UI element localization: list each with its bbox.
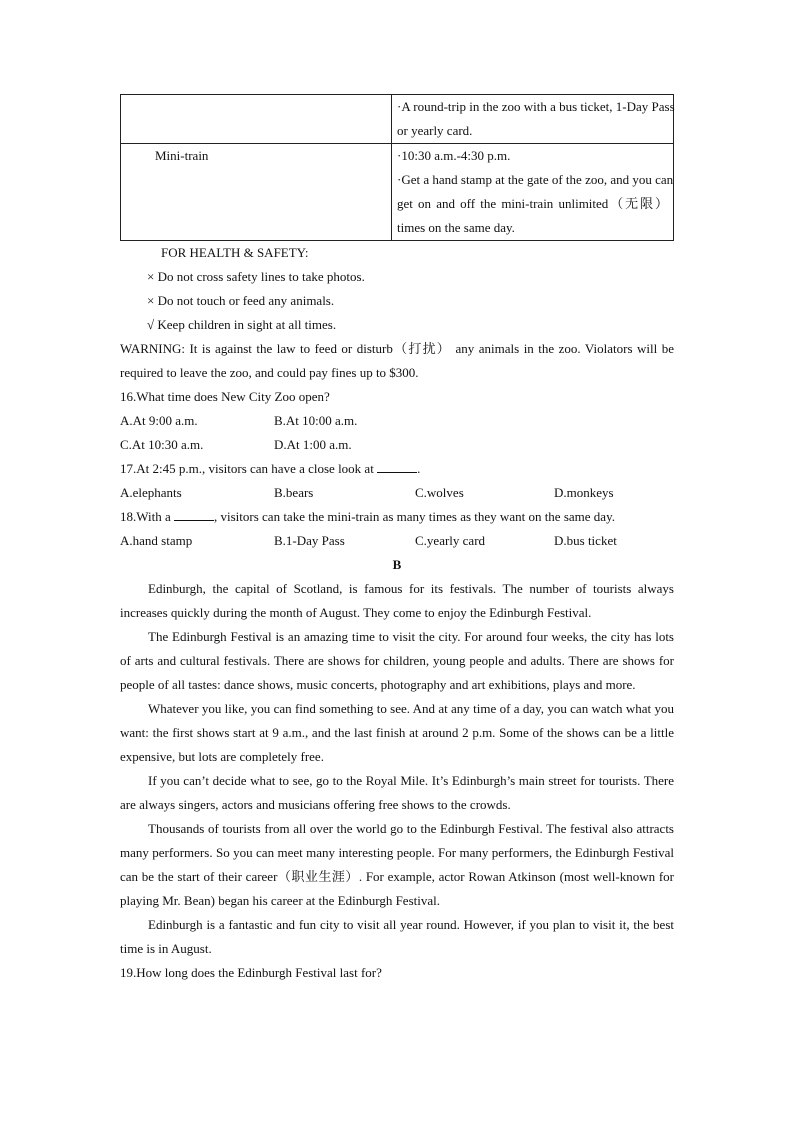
safety-rule: × Do not cross safety lines to take photos.: [147, 269, 365, 284]
zoo-info-table: [120, 94, 674, 241]
options-row: [120, 529, 674, 553]
stem-text: , visitors can take the mini-train as many times as they want on the same day.: [214, 509, 615, 524]
passage-paragraph: If you can’t decide what to see, go to the Royal Mile. It’s Edinburgh’s main street for tourists. There are always singers, actors and musicians offering free shows to the crowds.: [120, 773, 674, 812]
question-17: [120, 457, 674, 505]
question-18: [120, 505, 674, 553]
warning-text: WARNING: It is against the law to feed or disturb（打扰） any animals in the zoo. Violators will be required to leave the zoo, and could pay fines up to $300.: [120, 341, 674, 380]
options-row: [120, 409, 674, 433]
answer-blank: [174, 506, 214, 521]
option-a: A.elephants: [120, 485, 182, 500]
option-c: C.At 10:30 a.m.: [120, 437, 204, 452]
option-c: C.yearly card: [415, 533, 486, 548]
passage-paragraph: Edinburgh, the capital of Scotland, is famous for its festivals. The number of tourists always increases quickly during the month of August. They come to enjoy the Edinburgh Festival.: [120, 581, 674, 620]
question-stem: 16.What time does New City Zoo open?: [120, 389, 330, 404]
option-a: A.At 9:00 a.m.: [120, 413, 198, 428]
detail-line: or yearly card.: [397, 123, 473, 138]
question-stem: [120, 505, 674, 529]
passage-paragraph: Thousands of tourists from all over the world go to the Edinburgh Festival. The festival also attracts many performers. So you can meet many interesting people. For many performers, the Edinburgh Festival can be the start of their career（职业生涯）. For example, actor Rowan Atkinson (most well-known for playing Mr. Bean) began his career at the Edinburgh Festival.: [120, 821, 674, 908]
stem-text: 17.At 2:45 p.m., visitors can have a close look at: [120, 461, 378, 476]
section-b-heading: B: [392, 557, 402, 572]
passage-paragraph: Whatever you like, you can find something to see. And at any time of a day, you can watch what you want: the first shows start at 9 a.m., and the last finish at around 2 p.m. Some of the shows can be a little expensive, but lots are completely free.: [120, 701, 674, 764]
question-stem: [120, 457, 674, 481]
document-page: [120, 94, 674, 985]
options-row: [120, 481, 674, 505]
detail-line: ·10:30 a.m.-4:30 p.m.: [397, 148, 511, 163]
table-cell-name: Mini-train: [121, 144, 392, 241]
table-cell-details: [392, 144, 674, 241]
detail-line: ·A round-trip in the zoo with a bus ticket, 1-Day Pass: [397, 99, 675, 114]
detail-line: get on and off the mini-train unlimited（无限）: [397, 196, 668, 211]
safety-rule: × Do not touch or feed any animals.: [147, 293, 335, 308]
table-row: [121, 144, 674, 241]
safety-rule: √ Keep children in sight at all times.: [147, 317, 337, 332]
table-cell-details: [392, 95, 674, 144]
stem-text: .: [417, 461, 421, 476]
detail-line: times on the same day.: [397, 220, 515, 235]
option-b: B.bears: [274, 485, 314, 500]
question-16: [120, 385, 674, 457]
detail-line: ·Get a hand stamp at the gate of the zoo, and you can: [397, 172, 674, 187]
option-a: A.hand stamp: [120, 533, 193, 548]
question-19: 19.How long does the Edinburgh Festival last for?: [120, 965, 382, 980]
safety-heading: FOR HEALTH & SAFETY:: [161, 245, 309, 260]
answer-blank: [377, 458, 417, 473]
option-b: B.1-Day Pass: [274, 533, 345, 548]
passage-paragraph: Edinburgh is a fantastic and fun city to visit all year round. However, if you plan to visit it, the best time is in August.: [120, 917, 674, 956]
stem-text: 18.With a: [120, 509, 174, 524]
option-d: D.monkeys: [554, 485, 614, 500]
option-b: B.At 10:00 a.m.: [274, 413, 358, 428]
passage-paragraph: The Edinburgh Festival is an amazing time to visit the city. For around four weeks, the city has lots of arts and cultural festivals. There are shows for children, young people and adults. There are shows for people of all tastes: dance shows, music concerts, photography and art exhibitions, plays and more.: [120, 629, 674, 692]
table-row: [121, 95, 674, 144]
option-c: C.wolves: [415, 485, 464, 500]
option-d: D.bus ticket: [554, 533, 617, 548]
option-d: D.At 1:00 a.m.: [274, 437, 352, 452]
options-row: [120, 433, 674, 457]
table-cell-name: [121, 95, 392, 144]
